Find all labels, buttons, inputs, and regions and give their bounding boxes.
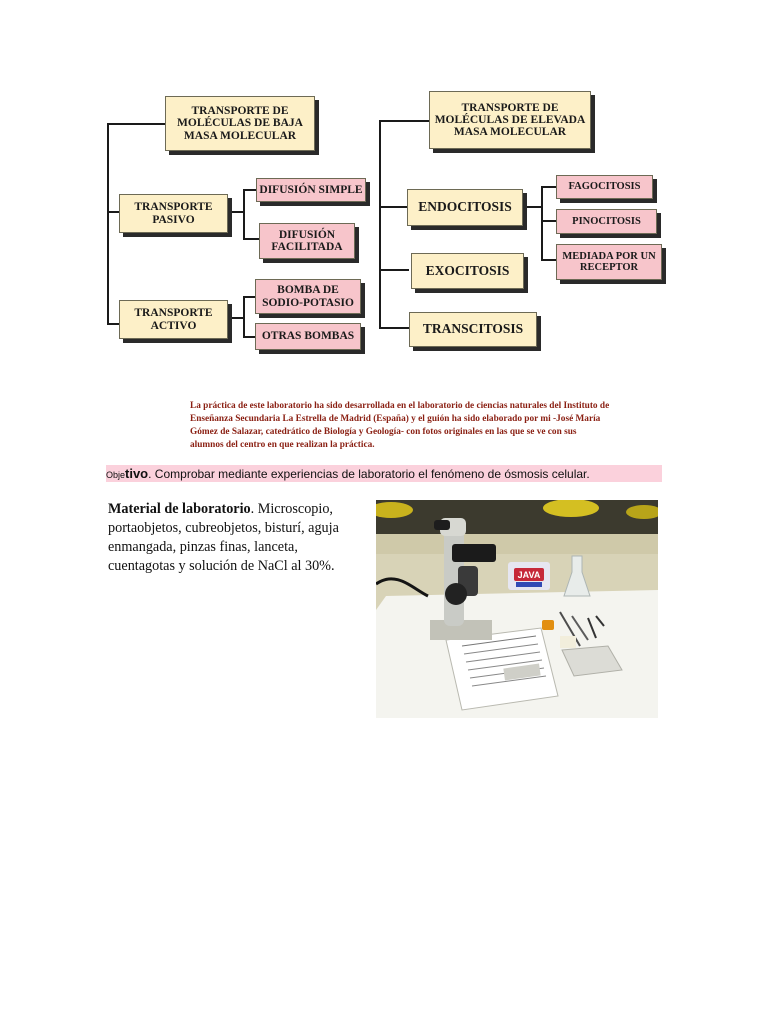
connector-line: [379, 206, 408, 208]
connector-line: [226, 317, 243, 319]
connector-line: [243, 336, 255, 338]
lab-photo: [376, 500, 658, 718]
objective-text: . Comprobar mediante experiencias de laboratorio el fenómeno de ósmosis celular.: [148, 467, 590, 481]
connector-line: [379, 327, 409, 329]
connector-line: [107, 123, 165, 125]
connector-line: [243, 238, 259, 240]
objective-bar: [106, 465, 662, 482]
box-transcitosis: TRANSCITOSIS: [409, 312, 537, 347]
connector-line: [541, 186, 556, 188]
connector-line: [379, 269, 409, 271]
objective-label-small: Obje: [106, 470, 126, 480]
box-bomba-sodio-potasio: BOMBA DE SODIO-POTASIO: [255, 279, 361, 314]
connector-line: [243, 296, 245, 338]
box-low-mass-title: TRANSPORTE DE MOLÉCULAS DE BAJA MASA MOLECULAR: [165, 96, 315, 151]
connector-line: [107, 211, 119, 213]
connector-line: [107, 123, 109, 325]
lab-photo-illustration: [376, 500, 658, 718]
objective-label-bold: tivo: [125, 466, 149, 481]
connector-line: [379, 120, 429, 122]
box-mediada-por-receptor: MEDIADA POR UN RECEPTOR: [556, 244, 662, 280]
connector-line: [243, 189, 245, 239]
credit-paragraph: La práctica de este laboratorio ha sido desarrollada en el laboratorio de ciencias naturales del Instituto de Enseñanza Secundaria La Estrella de Madrid (España) y el guión ha sido elaborado por mi -José María Gómez de Salazar, catedrático de Biología y Geología- con fotos originales en las que se ve con sus alumnos del centro en que realizan la práctica.: [190, 401, 610, 450]
connector-line: [541, 220, 556, 222]
connector-line: [243, 189, 257, 191]
box-fagocitosis: FAGOCITOSIS: [556, 175, 653, 199]
material-heading: Material de laboratorio: [108, 501, 251, 517]
box-transporte-activo: TRANSPORTE ACTIVO: [119, 300, 228, 339]
connector-line: [541, 186, 543, 260]
connector-line: [107, 323, 119, 325]
box-exocitosis: EXOCITOSIS: [411, 253, 524, 289]
box-otras-bombas: OTRAS BOMBAS: [255, 323, 361, 350]
connector-line: [521, 206, 541, 208]
box-high-mass-title: TRANSPORTE DE MOLÉCULAS DE ELEVADA MASA MOLECULAR: [429, 91, 591, 149]
box-endocitosis: ENDOCITOSIS: [407, 189, 523, 226]
connector-line: [541, 259, 556, 261]
box-pinocitosis: PINOCITOSIS: [556, 209, 657, 234]
photo-box-label: JAVA: [517, 570, 541, 580]
box-difusion-facilitada: DIFUSIÓN FACILITADA: [259, 223, 355, 259]
box-difusion-simple: DIFUSIÓN SIMPLE: [256, 178, 366, 202]
material-text: . Microscopio, portaobjetos, cubreobjetos, bisturí, aguja enmangada, pinzas finas, lanceta, cuentagotas y solución de NaCl al 30%.: [108, 501, 339, 574]
box-transporte-pasivo: TRANSPORTE PASIVO: [119, 194, 228, 233]
connector-line: [226, 211, 243, 213]
connector-line: [379, 120, 381, 328]
transport-diagram: [0, 0, 768, 370]
connector-line: [243, 296, 255, 298]
material-paragraph: [108, 500, 358, 576]
